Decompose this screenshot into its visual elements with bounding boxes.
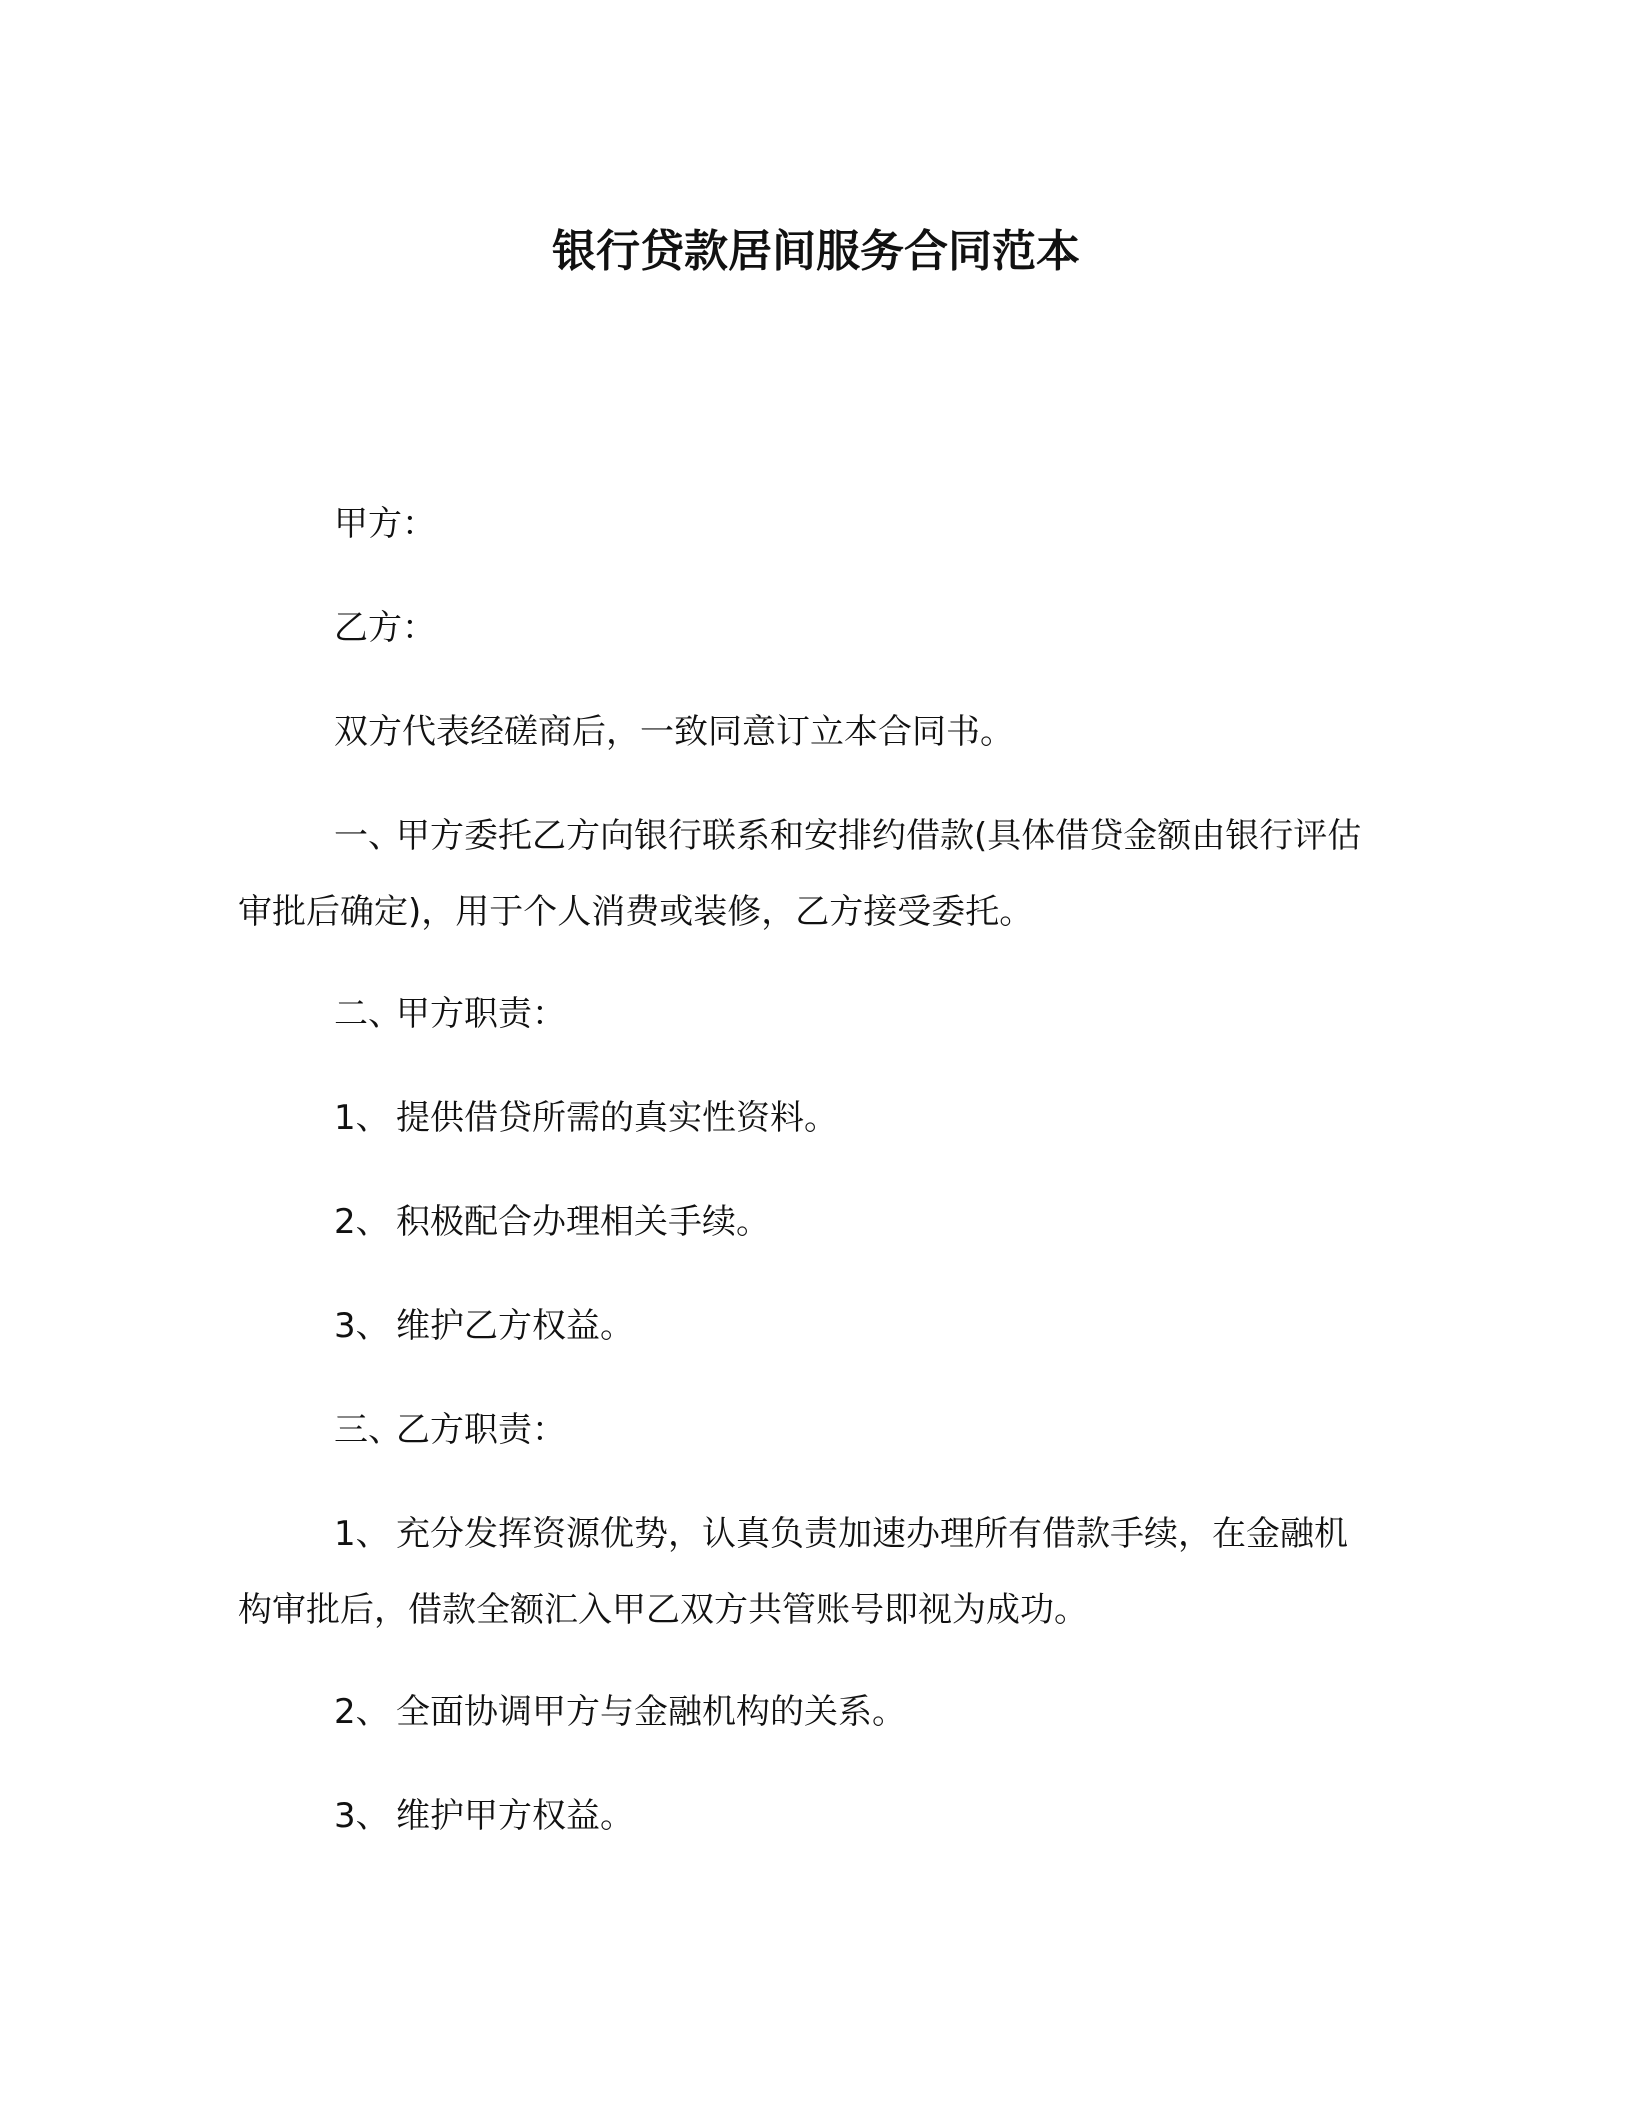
section-2-item-1 [238,1080,1368,1156]
section-2-item-3 [238,1288,1368,1364]
section-3-item-2-number: 2、 [334,1692,390,1732]
section-3-item-1-number: 1、 [334,1514,390,1554]
section-3-number: 三、 [334,1410,402,1450]
section-2-item-2 [238,1184,1368,1260]
section-3-text: 乙方职责： [396,1410,566,1450]
section-2-item-1-number: 1、 [334,1098,390,1138]
section-3-item-3 [238,1778,1368,1854]
section-1-number: 一、 [334,816,402,856]
party-a-label: 甲方： [334,504,436,544]
section-2-item-3-number: 3、 [334,1306,390,1346]
section-3-item-3-number: 3、 [334,1796,390,1836]
section-3-item-2-text: 全面协调甲方与金融机构的关系。 [396,1692,906,1732]
section-2-item-3-text: 维护乙方权益。 [396,1306,634,1346]
section-2-text: 甲方职责： [396,994,566,1034]
section-3-item-1-text: 充分发挥资源优势，认真负责加速办理所有借款手续，在金融机构审批后，借款全额汇入甲乙双方共管账号即视为成功。 [238,1514,1348,1630]
section-2-item-2-text: 积极配合办理相关手续。 [396,1202,770,1242]
section-2-item-2-number: 2、 [334,1202,390,1242]
section-1-text: 甲方委托乙方向银行联系和安排约借款(具体借贷金额由银行评估审批后确定)，用于个人消费或装修，乙方接受委托。 [238,816,1362,932]
section-3-item-2 [238,1674,1368,1750]
section-1-paragraph [238,798,1368,950]
section-3-heading [238,1392,1368,1468]
section-3-item-3-text: 维护甲方权益。 [396,1796,634,1836]
party-b-label: 乙方： [334,608,436,648]
section-2-heading [238,976,1368,1052]
document-title: 银行贷款居间服务合同范本 [552,226,1080,277]
intro-paragraph: 双方代表经磋商后，一致同意订立本合同书。 [334,712,1014,752]
section-2-item-1-text: 提供借贷所需的真实性资料。 [396,1098,838,1138]
section-2-number: 二、 [334,994,402,1034]
section-3-item-1 [238,1496,1368,1648]
